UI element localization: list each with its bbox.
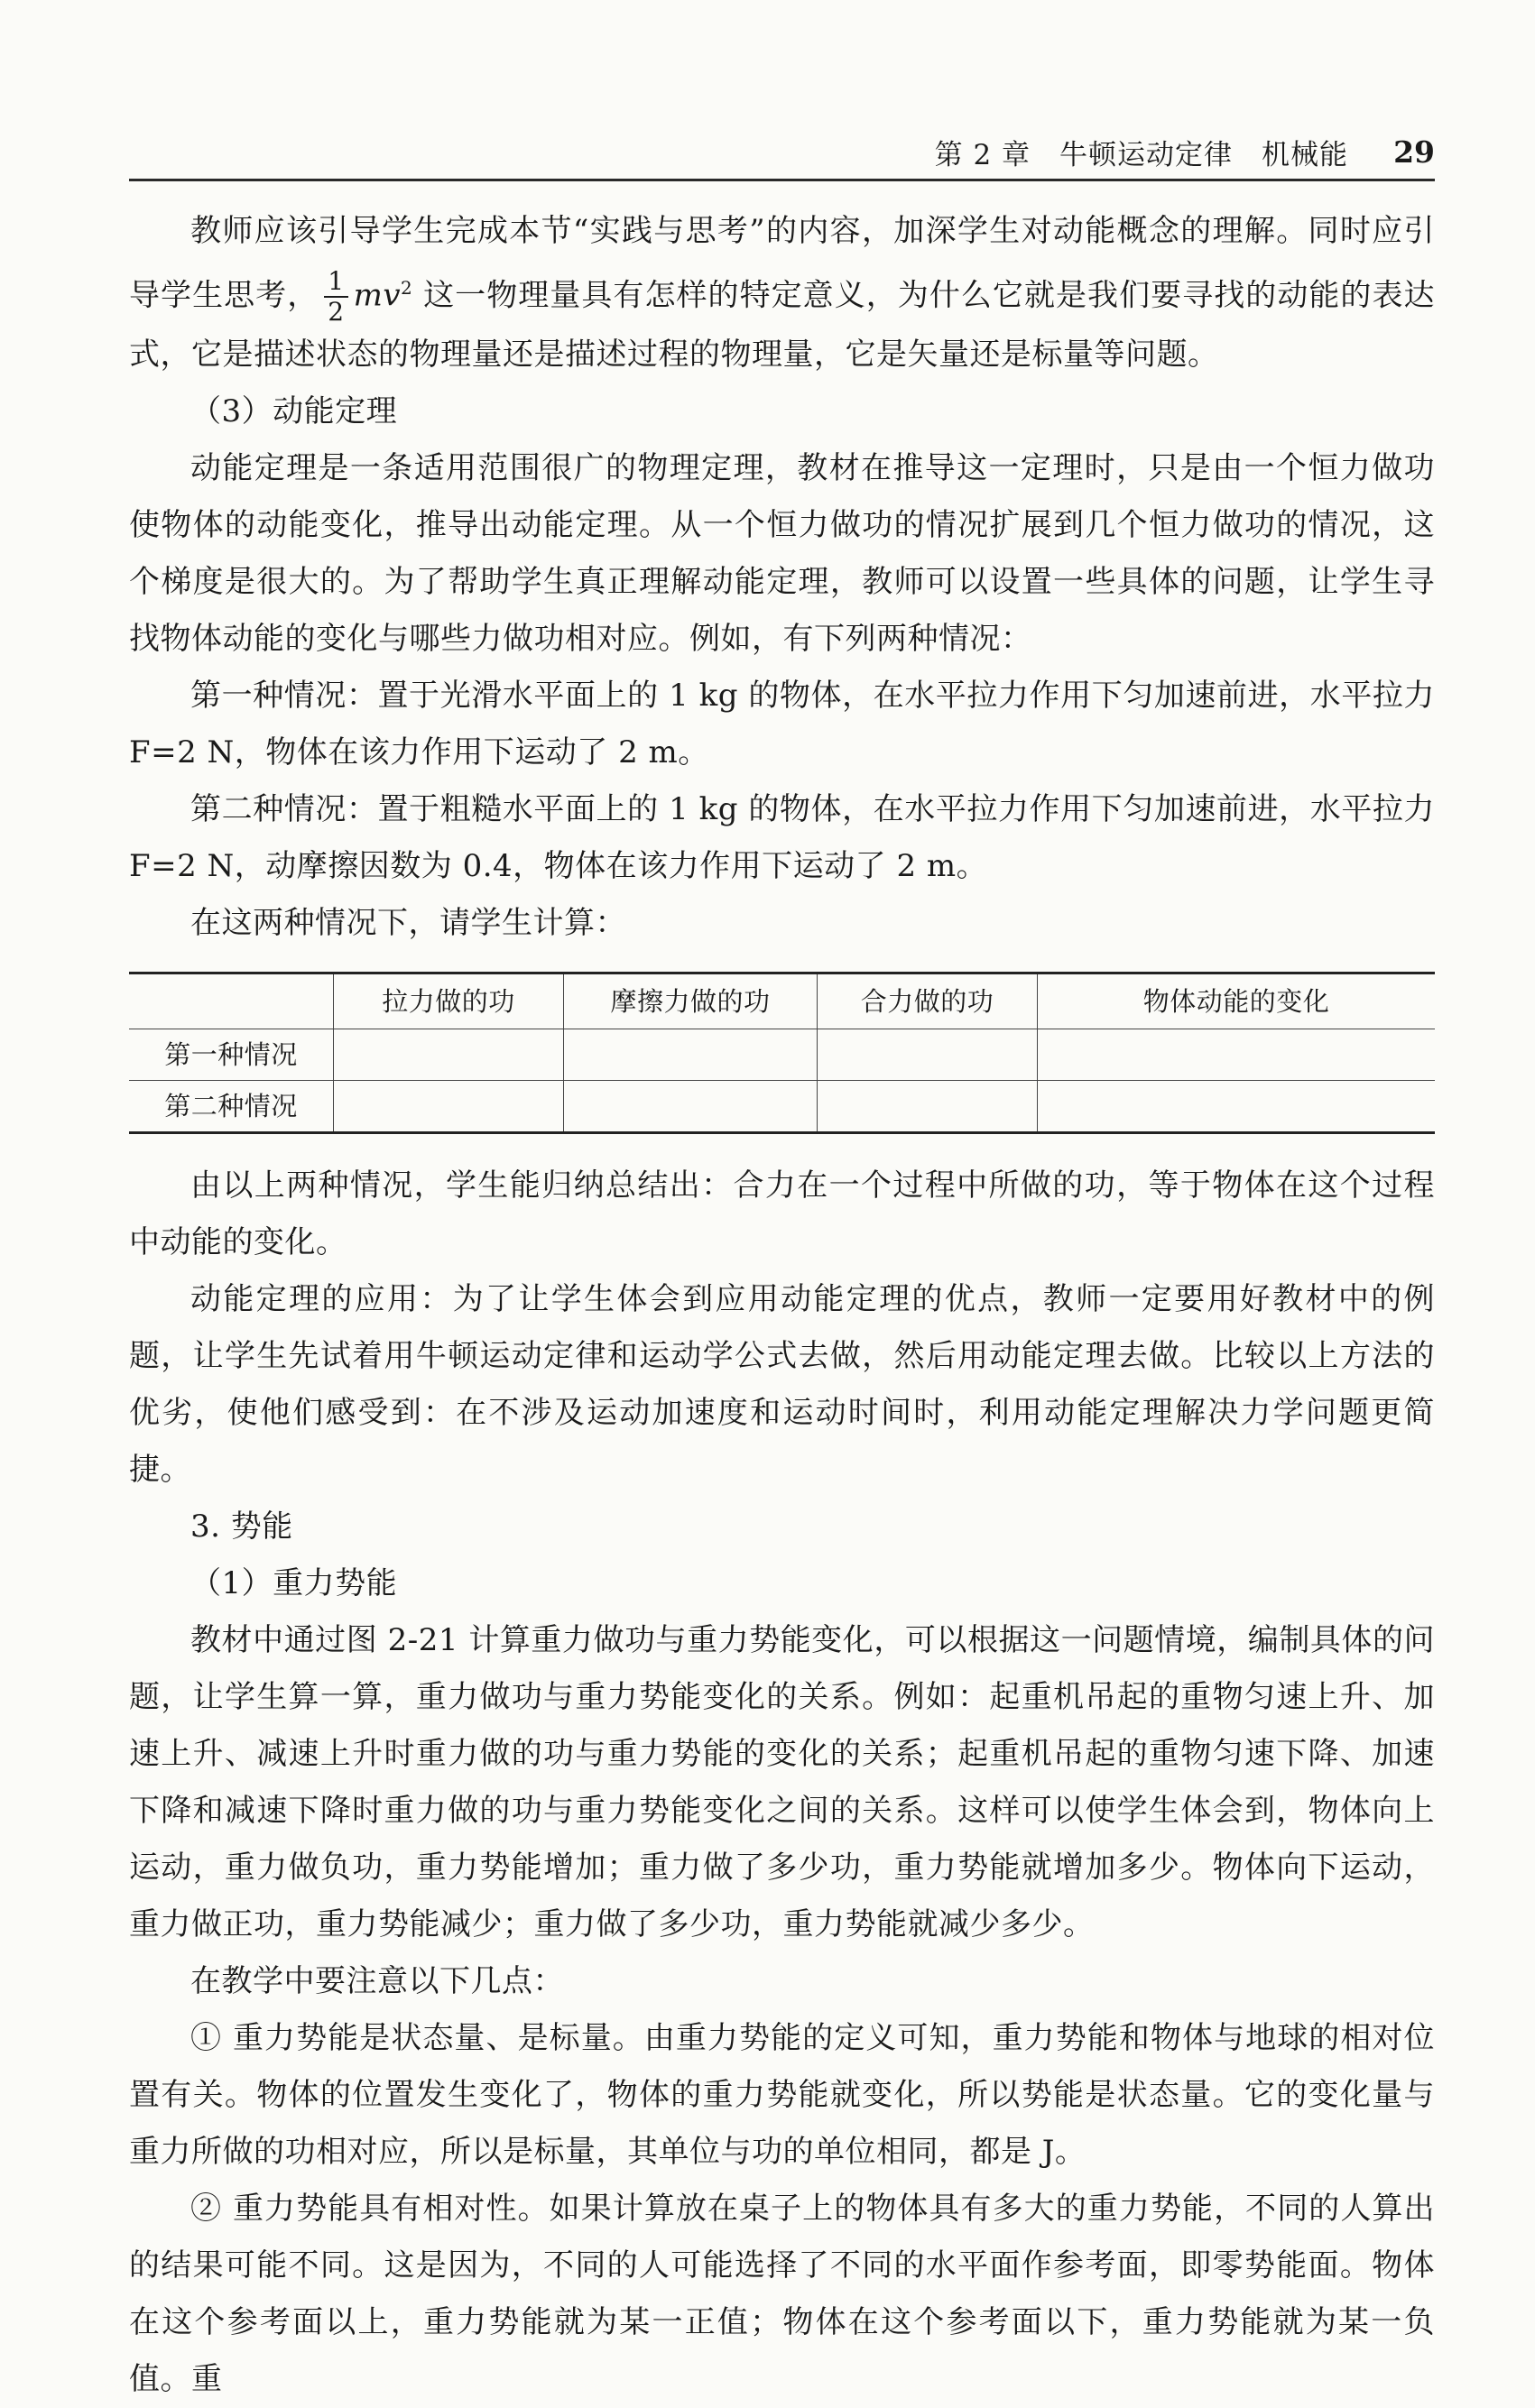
table-cell: 第一种情况 [129,1029,334,1081]
paragraph-teaching-notes: 在教学中要注意以下几点： [190,1963,564,2000]
table-header-cell [129,973,334,1029]
table-cell [334,1081,564,1133]
table-cell: 第二种情况 [129,1081,334,1133]
fraction-denominator: 2 [328,297,345,328]
paragraph-note-one: ① 重力势能是状态量、是标量。由重力势能的定义可知，重力势能和物体与地球的相对位置有关。物体的位置发生变化了，物体的重力势能就变化，所以势能是状态量。它的变化量与重力所做的功相对应，所以是标量，其单位与功的单位相同，都是 J。 [129,2020,1435,2171]
heading-kinetic-energy-theorem: （3）动能定理 [190,393,398,430]
paragraph-theorem: 动能定理是一条适用范围很广的物理定理，教材在推导这一定理时，只是由一个恒力做功使物体的动能变化，推导出动能定理。从一个恒力做功的情况扩展到几个恒力做功的情况，这个梯度是很大的。为了帮助学生真正理解动能定理，教师可以设置一些具体的问题，让学生寻找物体动能的变化与哪些力做功相对应。例如，有下列两种情况： [129,450,1435,658]
paragraph-note-two: ② 重力势能具有相对性。如果计算放在桌子上的物体具有多大的重力势能，不同的人算出的结果可能不同。这是因为，不同的人可能选择了不同的水平面作参考面，即零势能面。物体在这个参考面以上，重力势能就为某一正值；物体在这个参考面以下，重力势能就为某一负值。重 [129,2191,1435,2398]
table-cell [1038,1081,1436,1133]
formula-mv: mv [353,277,402,314]
heading-gravitational-pe: （1）重力势能 [190,1565,398,1602]
paragraph-gravity-work: 教材中通过图 2-21 计算重力做功与重力势能变化，可以根据这一问题情境，编制具体的问题，让学生算一算，重力做功与重力势能变化的关系。例如：起重机吊起的重物匀速上升、加速上升、减速上升时重力做的功与重力势能的变化的关系；起重机吊起的重物匀速下降、加速下降和减速下降时重力做的功与重力势能变化之间的关系。这样可以使学生体会到，物体向上运动，重力做负功，重力势能增加；重力做了多少功，重力势能就增加多少。物体向下运动，重力做正功，重力势能减少；重力做了多少功，重力势能就减少多少。 [129,1622,1435,1943]
page-body [129,203,1435,2408]
table-header-cell: 物体动能的变化 [1038,973,1436,1029]
table-header-cell: 合力做的功 [818,973,1038,1029]
fraction-one-half [324,267,347,327]
formula-exponent: 2 [401,277,413,299]
page-header [129,125,1435,181]
table-cell [818,1029,1038,1081]
work-energy-table [129,972,1435,1134]
paragraph-conclusion: 由以上两种情况，学生能归纳总结出：合力在一个过程中所做的功，等于物体在这个过程中动能的变化。 [129,1167,1435,1261]
paragraph-case-one: 第一种情况：置于光滑水平面上的 1 kg 的物体，在水平拉力作用下匀加速前进，水平拉力 F=2 N，物体在该力作用下运动了 2 m。 [129,678,1435,771]
paragraph-application: 动能定理的应用：为了让学生体会到应用动能定理的优点，教师一定要用好教材中的例题，让学生先试着用牛顿运动定律和运动学公式去做，然后用动能定理去做。比较以上方法的优劣，使他们感受到：在不涉及运动加速度和运动时间时，利用动能定理解决力学问题更简捷。 [129,1281,1435,1489]
table-cell [564,1081,818,1133]
table-cell [334,1029,564,1081]
paragraph-kinetic-energy-intro [129,203,1435,383]
table-header-cell: 摩擦力做的功 [564,973,818,1029]
paragraph-calc-prompt: 在这两种情况下，请学生计算： [190,905,626,942]
paragraph-case-two: 第二种情况：置于粗糙水平面上的 1 kg 的物体，在水平拉力作用下匀加速前进，水平拉力 F=2 N，动摩擦因数为 0.4，物体在该力作用下运动了 2 m。 [129,791,1435,885]
heading-potential-energy: 3. 势能 [190,1508,293,1545]
paragraph-text: 教师应该引导学生完成本节“实践与思考”的内容，加深学生对动能概念的理解。同时应引导学生思考， [129,213,1435,314]
table-cell [564,1029,818,1081]
table-row [129,1081,1435,1133]
paragraph-text: 这一物理量具有怎样的特定意义，为什么它就是我们要寻找的动能的表达式，它是描述状态的物理量还是描述过程的物理量，它是矢量还是标量等问题。 [129,277,1435,374]
page-number: 29 [1393,134,1435,170]
fraction-numerator: 1 [324,267,347,298]
table-cell [1038,1029,1436,1081]
table-header-row [129,973,1435,1029]
table-row [129,1029,1435,1081]
chapter-title: 第 2 章 牛顿运动定律 机械能 [934,138,1349,171]
table-cell [818,1081,1038,1133]
table-header-cell: 拉力做的功 [334,973,564,1029]
